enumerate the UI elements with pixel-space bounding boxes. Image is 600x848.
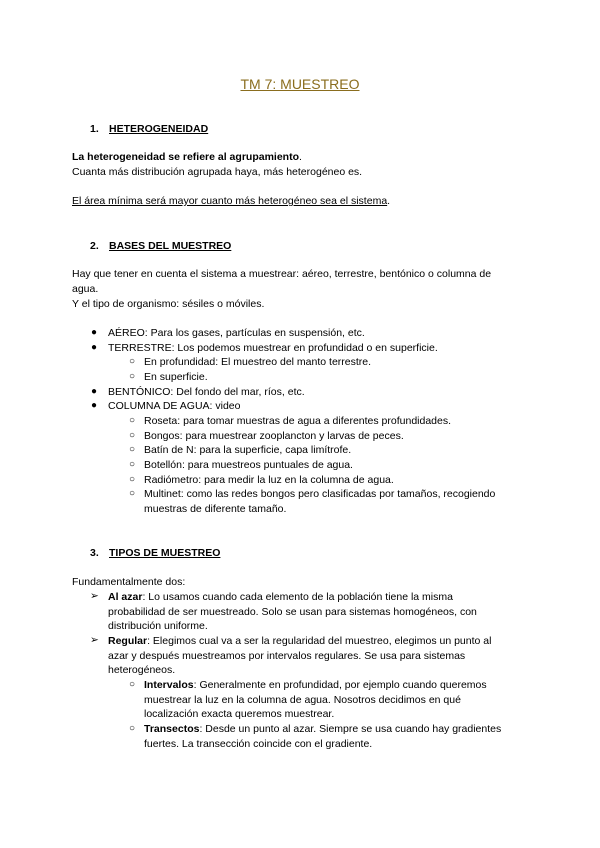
list-item-continuation: distribución uniforme. [108, 620, 208, 632]
text: : Lo usamos cuando cada elemento de la población tiene la misma [142, 591, 453, 603]
bullet-dot-icon: ● [91, 327, 98, 338]
list-item: En profundidad: El muestreo del manto terrestre. [144, 356, 372, 368]
bullet-dot-icon: ● [91, 386, 98, 397]
list-item: Bongos: para muestrear zooplancton y larvas de peces. [144, 430, 404, 442]
arrow-bullet-icon: ➢ [90, 634, 99, 646]
bullet-dot-icon: ● [91, 342, 98, 353]
bullet-circle-icon: ○ [129, 356, 136, 367]
text: . [387, 195, 391, 207]
bullet-circle-icon: ○ [129, 488, 136, 499]
paragraph: Y el tipo de organismo: sésiles o móviles. [72, 298, 265, 310]
list-item: Radiómetro: para medir la luz en la columna de agua. [144, 474, 394, 486]
text: : Generalmente en profundidad, por ejemplo cuando queremos [193, 679, 487, 691]
list-item [108, 634, 491, 649]
list-item: En superficie. [144, 371, 208, 383]
section-title: TIPOS DE MUESTREO [109, 547, 221, 559]
bullet-circle-icon: ○ [129, 444, 136, 455]
list-item-continuation: azar y después muestreamos por intervalos regulares. Se usa para sistemas [108, 650, 466, 662]
section-title: BASES DEL MUESTREO [109, 240, 232, 252]
bold-text: Regular [108, 635, 148, 647]
section-number: 2. [90, 240, 99, 252]
list-item-continuation: muestrear la luz en la columna de agua. Nosotros decidimos en qué [144, 694, 461, 706]
bold-text: La heterogeneidad se refiere al agrupamiento [72, 151, 299, 163]
bullet-circle-icon: ○ [129, 415, 136, 426]
bullet-circle-icon: ○ [129, 430, 136, 441]
text: : Desde un punto al azar. Siempre se usa cuando hay gradientes [199, 723, 502, 735]
list-item: Botellón: para muestreos puntuales de agua. [144, 459, 353, 471]
paragraph: agua. [72, 283, 99, 295]
list-item [144, 722, 501, 737]
list-item: AÉREO: Para los gases, partículas en suspensión, etc. [108, 327, 365, 339]
list-item [108, 590, 453, 605]
bold-text: Intervalos [144, 679, 194, 691]
underlined-text: El área mínima será mayor cuanto más heterogéneo sea el sistema [72, 195, 388, 207]
paragraph: Hay que tener en cuenta el sistema a muestrear: aéreo, terrestre, bentónico o columna de [72, 268, 492, 280]
list-item: Roseta: para tomar muestras de agua a diferentes profundidades. [144, 415, 452, 427]
arrow-bullet-icon: ➢ [90, 590, 99, 602]
bold-text: Transectos [144, 723, 200, 735]
list-item-continuation: localización exacta queremos muestrear. [144, 708, 335, 720]
list-item-continuation: muestras de diferente tamaño. [144, 503, 287, 515]
paragraph [72, 194, 390, 209]
paragraph: Cuanta más distribución agrupada haya, más heterogéneo es. [72, 166, 363, 178]
paragraph: Fundamentalmente dos: [72, 576, 186, 588]
list-item: BENTÓNICO: Del fondo del mar, ríos, etc. [108, 386, 305, 398]
bullet-circle-icon: ○ [129, 474, 136, 485]
bullet-circle-icon: ○ [129, 371, 136, 382]
paragraph [72, 150, 302, 165]
list-item: TERRESTRE: Los podemos muestrear en profundidad o en superficie. [108, 342, 438, 354]
section-number: 1. [90, 123, 99, 135]
list-item: COLUMNA DE AGUA: video [108, 400, 241, 412]
page-title: TM 7: MUESTREO [240, 76, 360, 92]
bullet-circle-icon: ○ [129, 723, 136, 734]
list-item-continuation: heterogéneos. [108, 664, 176, 676]
bold-text: Al azar [108, 591, 143, 603]
text: : Elegimos cual va a ser la regularidad del muestreo, elegimos un punto al [147, 635, 492, 647]
bullet-circle-icon: ○ [129, 459, 136, 470]
section-number: 3. [90, 547, 99, 559]
list-item [144, 678, 487, 693]
list-item: Batín de N: para la superficie, capa limítrofe. [144, 444, 352, 456]
bullet-dot-icon: ● [91, 400, 98, 411]
bullet-circle-icon: ○ [129, 679, 136, 690]
section-title: HETEROGENEIDAD [109, 123, 209, 135]
list-item-continuation: probabilidad de ser muestreado. Solo se usan para sistemas homogéneos, con [108, 606, 477, 618]
text: . [299, 151, 302, 163]
list-item: Multinet: como las redes bongos pero clasificadas por tamaños, recogiendo [144, 488, 496, 500]
list-item-continuation: fuertes. La transección coincide con el gradiente. [144, 738, 373, 750]
